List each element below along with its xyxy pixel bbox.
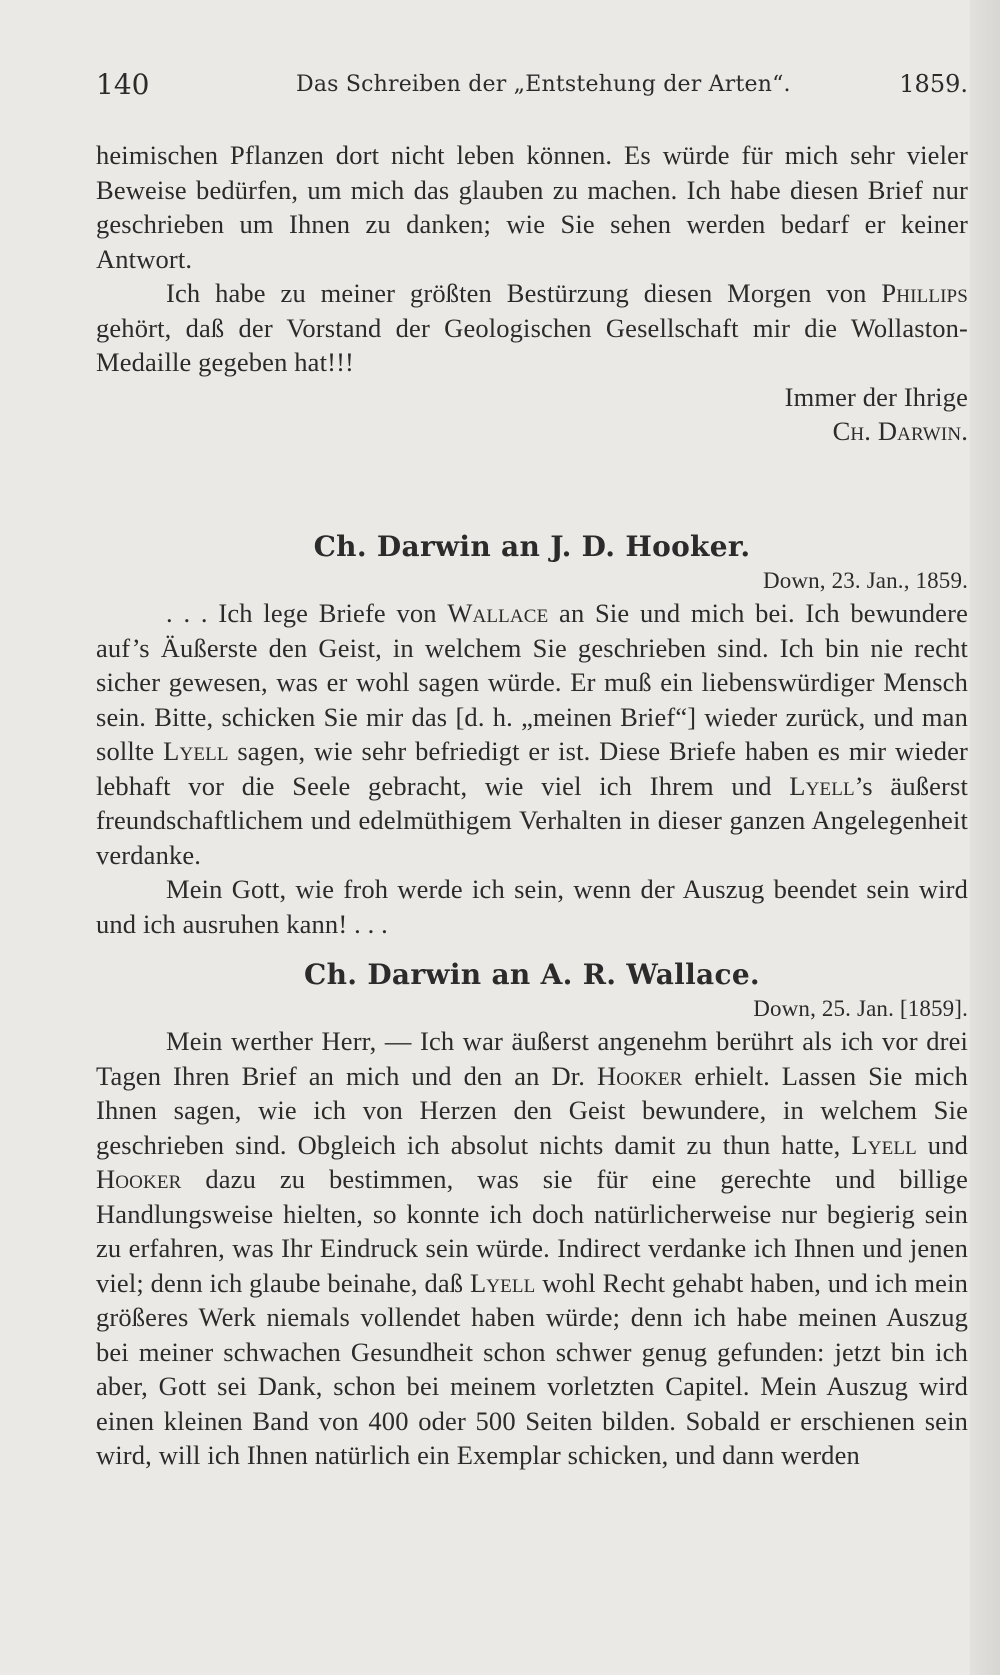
- paragraph-text: und: [916, 1129, 968, 1160]
- person-name: Hooker: [596, 1060, 683, 1091]
- paragraph-text: Ich habe zu meiner größten Bestürzung diesen Morgen von: [166, 278, 867, 308]
- letter-dateline: Down, 23. Jan., 1859.: [762, 568, 968, 593]
- letter-darwin-hooker: [96, 528, 968, 941]
- letter-closing: Immer der Ihrige: [784, 381, 968, 412]
- person-name: Lyell: [789, 770, 855, 801]
- person-name: Phillips: [881, 278, 968, 308]
- paragraph-text: wohl Recht gehabt haben, und ich mein größeres Werk niemals vollendet haben würde; denn ich habe meinen Auszug bei meiner schwachen Gesundheit schon schwer genug gefunden: jetzt bin ich aber, Gott sei Dank, schon bei meinem vorletzten Capitel. Mein Auszug wird einen kleinen Band von 400 oder 500 Seiten bilden. Sobald er erschienen sein wird, will ich Ihnen natürlich ein Exemplar schicken, und dann werden: [96, 1267, 968, 1470]
- person-name: Lyell: [469, 1267, 536, 1298]
- running-title: Das Schreiben der „Entstehung der Arten“.: [296, 72, 791, 97]
- paragraph-text: Mein werther Herr, — Ich war äußerst angenehm berührt als ich vor drei Tagen Ihren Brief an mich und den an Dr.: [96, 1026, 968, 1091]
- paragraph: [96, 596, 968, 872]
- running-header: [96, 68, 968, 104]
- person-name: Hooker: [96, 1164, 182, 1194]
- paragraph-text: ’s äußerst freundschaftlichem und edelmüthigem Verhalten in dieser ganzen Angelegenheit verdanke.: [96, 770, 968, 870]
- paragraph-text: erhielt. Lassen Sie mich Ihnen sagen, wie ich von Herzen den Geist bewundere, in welchem Sie geschrieben sind. Obgleich ich absolut nichts damit zu thun hatte,: [96, 1060, 968, 1160]
- letter-signature: Ch. Darwin.: [832, 416, 968, 446]
- page-number: 140: [96, 68, 150, 101]
- page-edge-shadow: [970, 0, 1000, 1675]
- person-name: Lyell: [163, 736, 229, 766]
- letter-darwin-wallace: [96, 956, 968, 1473]
- letter-heading: Ch. Darwin an J. D. Hooker.: [313, 530, 751, 563]
- paragraph: Mein Gott, wie froh werde ich sein, wenn der Auszug beendet sein wird und ich ausruhen kann! . . .: [96, 874, 968, 939]
- section-continuation: [96, 138, 968, 449]
- paragraph: heimischen Pflanzen dort nicht leben können. Es würde für mich sehr vieler Beweise bedürfen, um mich das glauben zu machen. Ich habe diesen Brief nur geschrieben um Ihnen zu danken; wie Sie sehen werden bedarf er keiner Antwort.: [96, 140, 968, 274]
- running-year: 1859.: [899, 70, 968, 98]
- paragraph-text: an Sie und mich bei. Ich bewundere auf’s Äußerste den Geist, in welchem Sie geschrieben sind. Ich bin nie recht sicher gewesen, was er wohl sagen würde. Er muß ein liebenswürdiger Mensch sein. Bitte, schicken Sie mir das [d. h. „meinen Brief“] wieder zurück, und man sollte: [96, 598, 968, 766]
- paragraph-text: dazu zu bestimmen, was sie für eine gerechte und billige Handlungsweise hielten, so konnte ich doch natürlicherweise nur begierig sein zu erfahren, was Ihr Eindruck sein würde. Indirect verdanke ich Ihnen und jenen viel; denn ich glaube beinahe, daß: [96, 1164, 968, 1298]
- person-name: Wallace: [447, 598, 549, 628]
- paragraph-text: sagen, wie sehr befriedigt er ist. Diese Briefe haben es mir wieder lebhaft vor die Seele gebracht, wie viel ich Ihrem und: [96, 736, 968, 801]
- paragraph: [96, 276, 968, 380]
- paragraph-text: gehört, daß der Vorstand der Geologischen Gesellschaft mir die Wollaston-Medaille gegeben hat!!!: [96, 312, 968, 377]
- letter-heading: Ch. Darwin an A. R. Wallace.: [304, 958, 760, 991]
- letter-dateline: Down, 25. Jan. [1859].: [753, 996, 968, 1021]
- person-name: Lyell: [851, 1129, 917, 1160]
- paragraph: [96, 1024, 968, 1473]
- paragraph-text: . . . Ich lege Briefe von: [166, 598, 448, 628]
